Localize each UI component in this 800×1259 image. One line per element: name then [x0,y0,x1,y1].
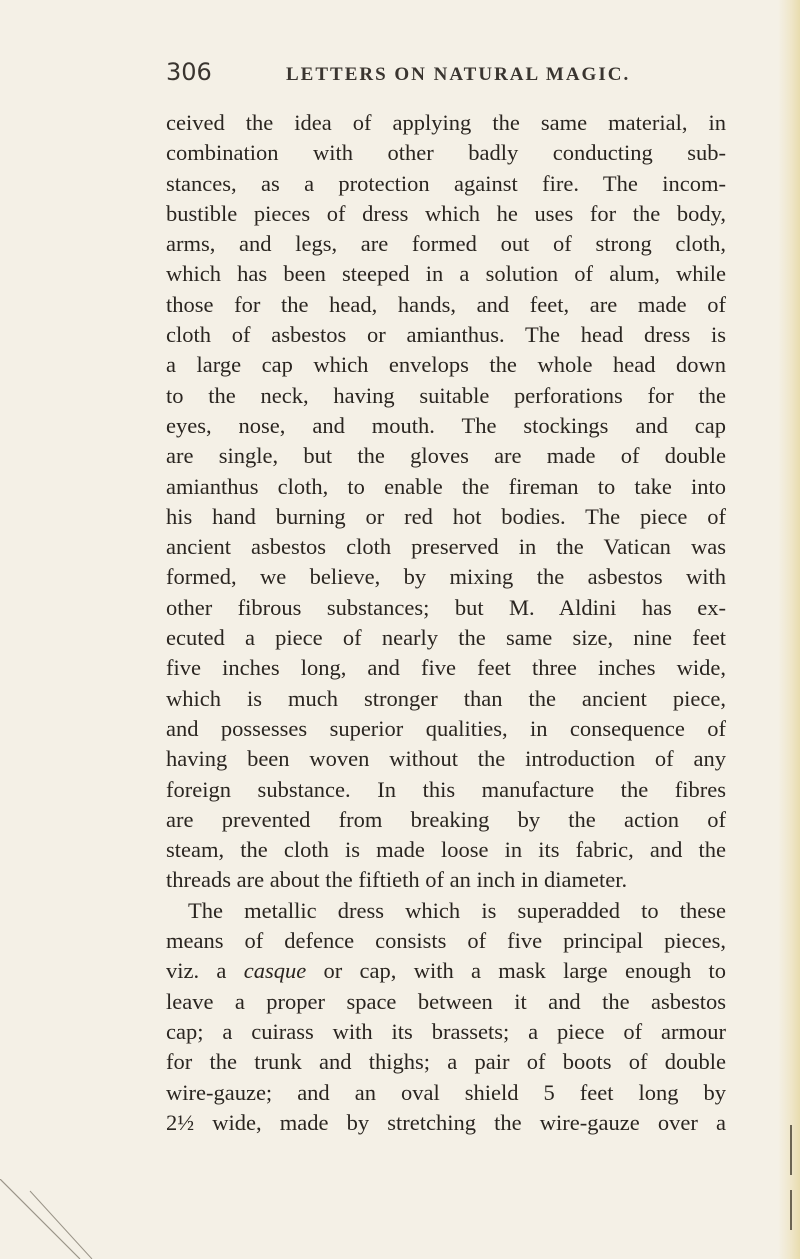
text-segment: or cap, with a mask large enough to [306,958,726,984]
running-head-title: LETTERS ON NATURAL MAGIC. [286,64,631,85]
text-line: are prevented from breaking by the action of [166,806,726,832]
text-line: steam, the cloth is made loose in its fabric, and the [166,837,726,863]
text-line: which is much stronger than the ancient piece, [166,685,726,711]
text-line: cloth of asbestos or amianthus. The head dress is [166,322,726,348]
text-line: combination with other badly conducting sub- [166,140,726,166]
text-line: other fibrous substances; but M. Aldini has ex- [166,594,726,620]
text-line: a large cap which envelops the whole head down [166,352,726,378]
text-line: cap; a cuirass with its brassets; a piece of armour [166,1018,726,1044]
text-line: means of defence consists of five principal pieces, [166,928,726,954]
text-line: for the trunk and thighs; a pair of boots of double [166,1049,726,1075]
paragraph-start-line: The metallic dress which is superadded to these [188,897,726,923]
page-number: 306 [166,58,212,86]
text-line: ancient asbestos cloth preserved in the Vatican was [166,534,726,560]
italic-word-casque: casque [243,958,307,984]
text-line: arms, and legs, are formed out of strong cloth, [166,231,726,257]
text-line: eyes, nose, and mouth. The stockings and cap [166,412,726,438]
text-line-with-italic [166,956,726,986]
text-line: wire-gauze; and an oval shield 5 feet long by [166,1079,726,1105]
text-line: threads are about the fiftieth of an inch in diameter. [166,867,628,893]
text-line: are single, but the gloves are made of double [166,443,726,469]
text-line: stances, as a protection against fire. The incom- [166,170,726,196]
text-line: formed, we believe, by mixing the asbestos with [166,564,726,590]
text-line: which has been steeped in a solution of alum, while [166,261,726,287]
text-line: ceived the idea of applying the same material, in [166,110,726,135]
text-line: to the neck, having suitable perforations for the [166,382,726,408]
page-edge-mark [790,1125,792,1175]
text-line: ecuted a piece of nearly the same size, nine feet [166,625,726,651]
text-line: leave a proper space between it and the asbestos [166,988,726,1014]
text-line: bustible pieces of dress which he uses for the body, [166,200,726,226]
text-line: foreign substance. In this manufacture the fibres [166,776,726,802]
text-line: amianthus cloth, to enable the fireman to take into [166,473,726,499]
page-edge [778,0,800,1259]
text-line: those for the head, hands, and feet, are made of [166,291,726,317]
text-line: having been woven without the introduction of any [166,746,726,772]
body-text [166,108,726,1138]
text-line: his hand burning or red hot bodies. The piece of [166,503,726,529]
text-line: 2½ wide, made by stretching the wire-gauze over a [166,1109,726,1135]
text-line: five inches long, and five feet three inches wide, [166,655,726,681]
corner-scan-lines [0,1179,140,1259]
text-segment: viz. a [166,958,244,984]
page-edge-mark [790,1190,792,1230]
text-line: and possesses superior qualities, in consequence of [166,715,726,741]
running-header [166,58,726,98]
